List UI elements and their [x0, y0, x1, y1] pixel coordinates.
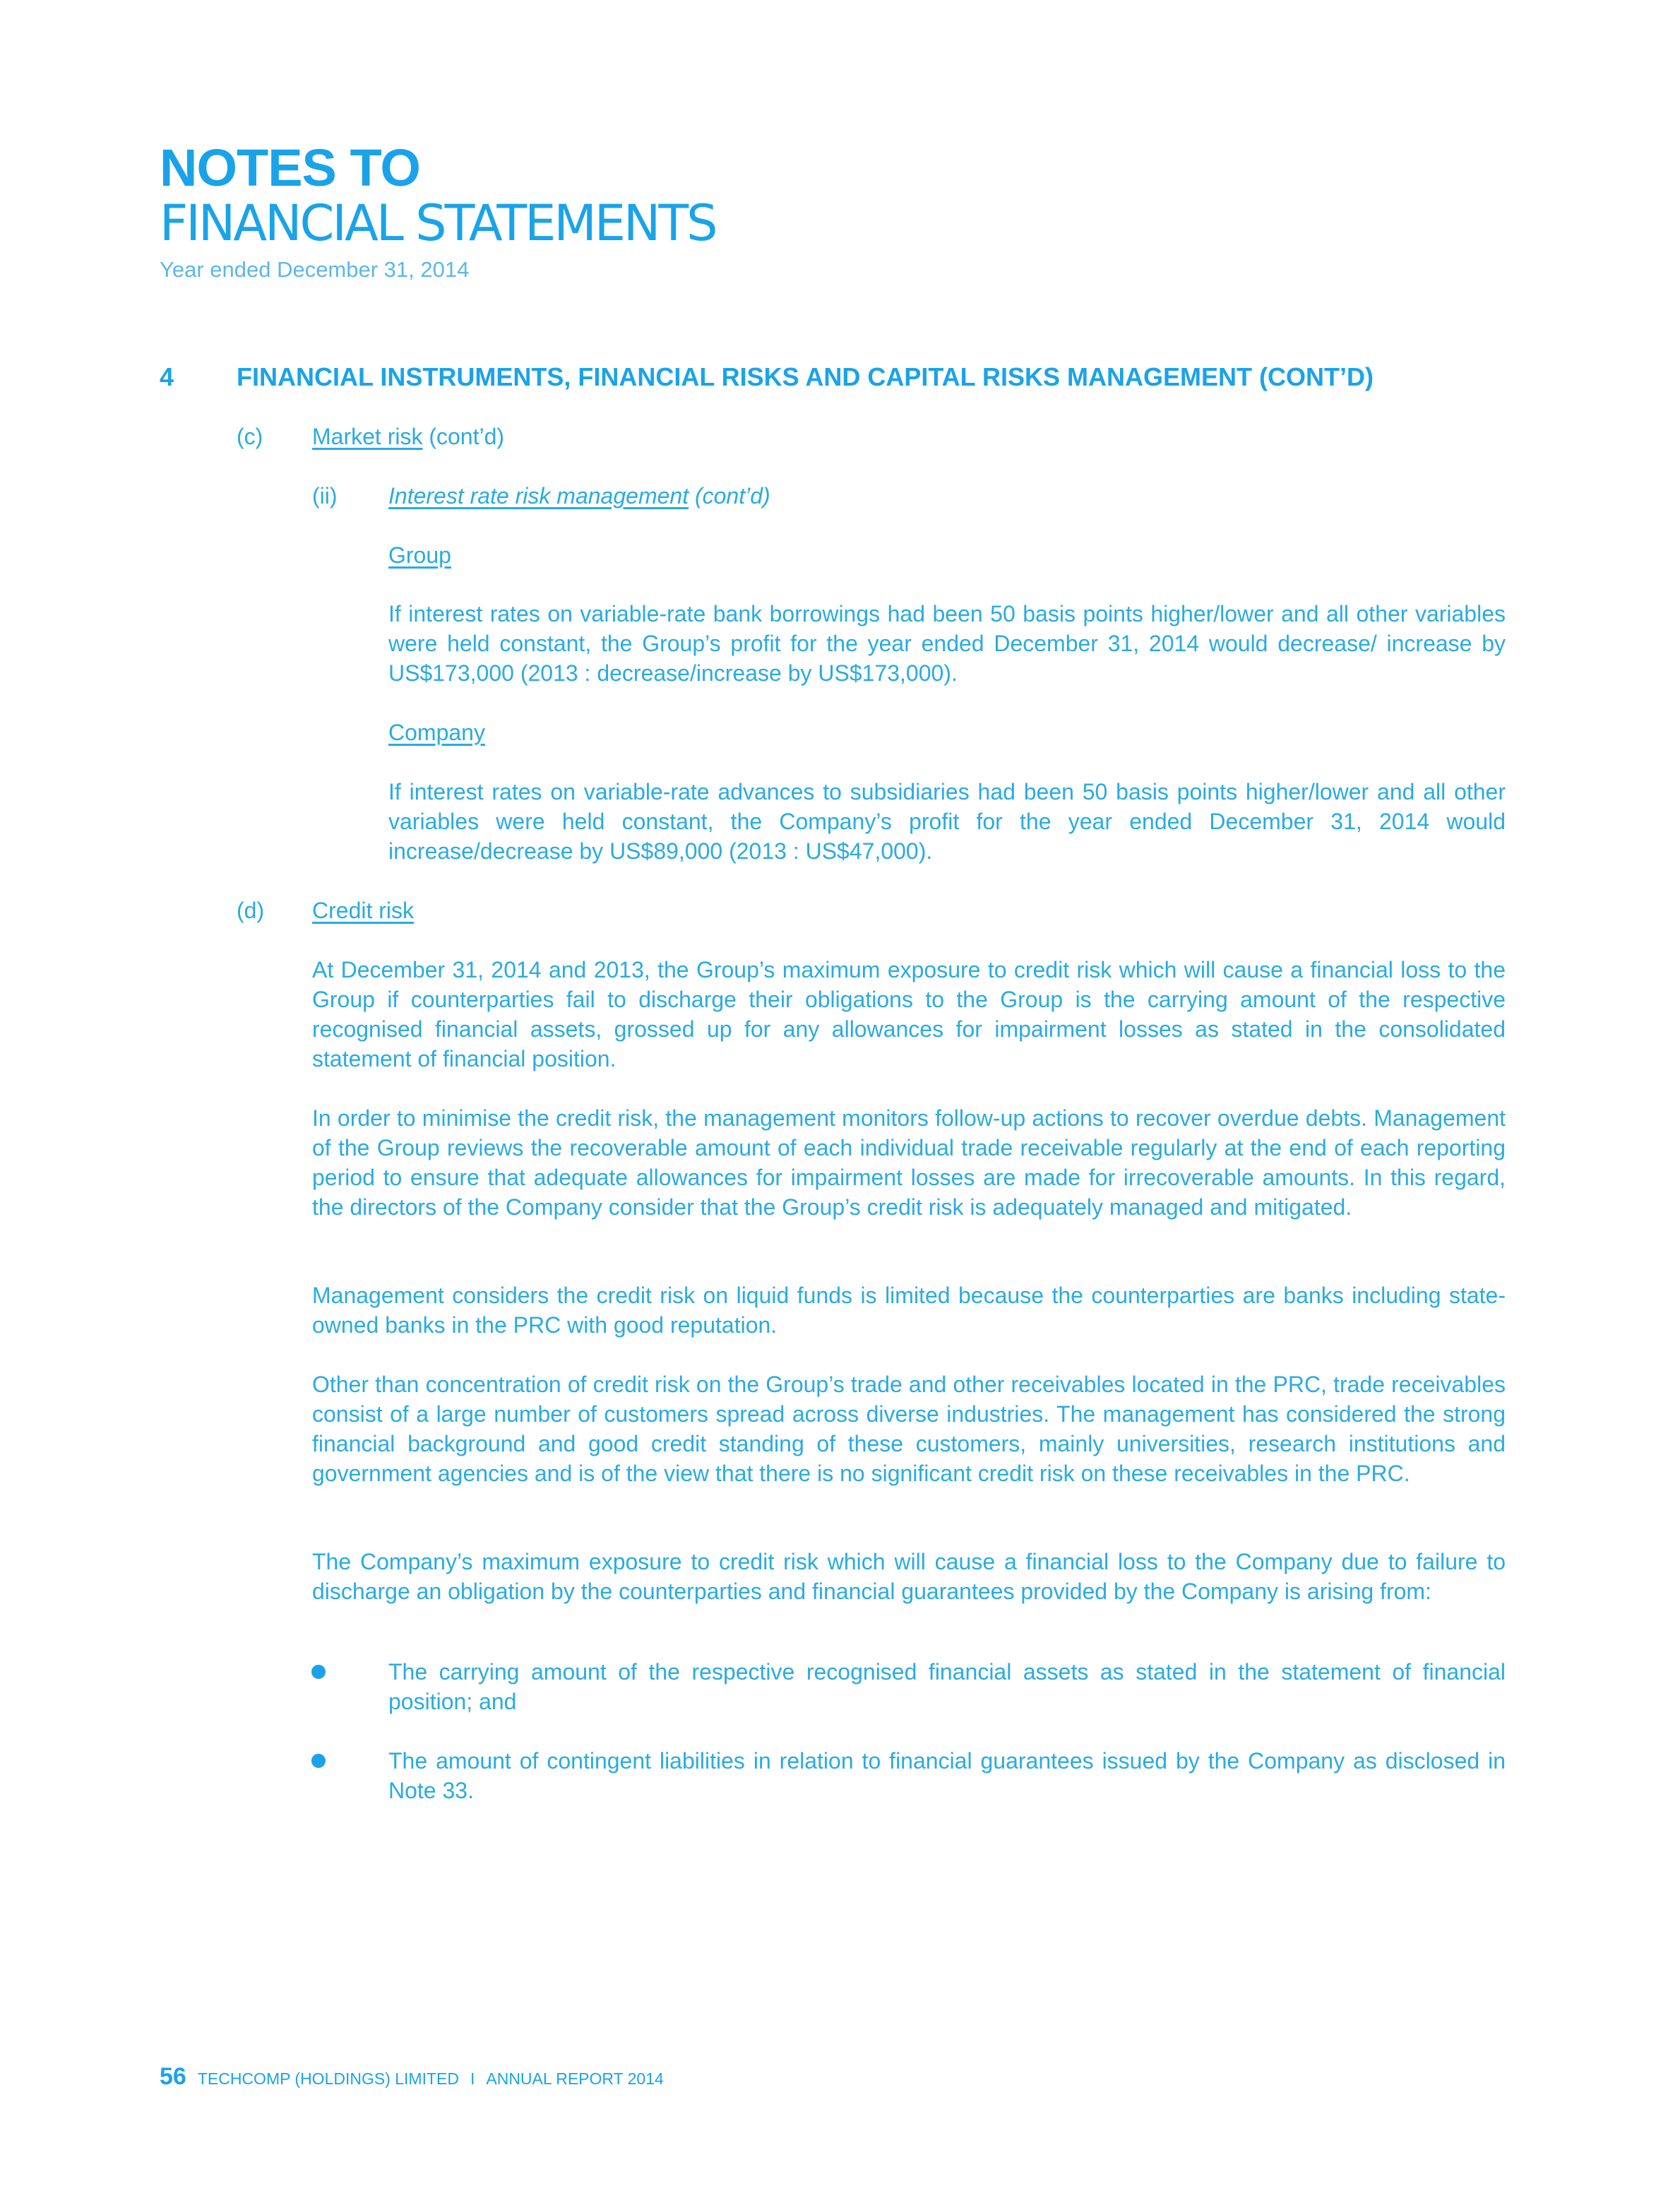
item-ii-heading [388, 481, 770, 511]
bullet-item-2: The amount of contingent liabilities in relation to financial guarantees issued by the Company as disclosed in Note 33. [388, 1748, 1506, 1803]
footer-company: TECHCOMP (HOLDINGS) LIMITED [197, 2069, 459, 2088]
company-paragraph: If interest rates on variable-rate advances to subsidiaries had been 50 basis points higher/lower and all other variables were held constant, the Company’s profit for the year ended December 31, 2014 would increase/decrease by US$89,000 (2013 : US$47,000). [388, 779, 1506, 864]
credit-paragraph-1: At December 31, 2014 and 2013, the Group’s maximum exposure to credit risk which will cause a financial loss to the Group if counterparties fail to discharge their obligations to the Group is the carrying amount of the respective recognised financial assets, grossed up for any allowances for impairment losses as stated in the consolidated statement of financial position. [312, 957, 1506, 1071]
group-paragraph: If interest rates on variable-rate bank borrowings had been 50 basis points higher/lower and all other variables were held constant, the Group’s profit for the year ended December 31, 2014 would decrease/ increase by US$173,000 (2013 : decrease/increase by US$173,000). [388, 601, 1506, 686]
item-ii-label: (ii) [312, 483, 338, 509]
item-c-heading [312, 422, 504, 451]
market-risk-suffix: (cont’d) [422, 424, 505, 449]
credit-paragraph-2: In order to minimise the credit risk, the management monitors follow-up actions to recover overdue debts. Management of the Group reviews the recoverable amount of each individual trade receivable regularly at the end of each reporting period to ensure that adequate allowances for impairment losses are made for irrecoverable amounts. In this regard, the directors of the Company consider that the Group’s credit risk is adequately managed and mitigated. [312, 1105, 1506, 1220]
page-footer [160, 2062, 664, 2093]
bullet-dot-icon [311, 1754, 326, 1768]
bullet-item-1: The carrying amount of the respective recognised financial assets as stated in the statement of financial position; and [388, 1659, 1506, 1714]
credit-risk-heading: Credit risk [312, 898, 415, 923]
credit-paragraph-3: Management considers the credit risk on liquid funds is limited because the counterparties are banks including state-owned banks in the PRC with good reputation. [312, 1283, 1506, 1338]
group-heading: Group [388, 542, 451, 568]
interest-rate-heading: Interest rate risk management [388, 483, 689, 509]
market-risk-heading: Market risk [312, 424, 423, 449]
footer-separator: I [470, 2069, 475, 2088]
page-number: 56 [160, 2063, 186, 2090]
item-d-label: (d) [237, 898, 265, 923]
section-title: FINANCIAL INSTRUMENTS, FINANCIAL RISKS AND CAPITAL RISKS MANAGEMENT (CONT’D) [237, 362, 1374, 391]
credit-paragraph-4: Other than concentration of credit risk on the Group’s trade and other receivables located in the PRC, trade receivables consist of a large number of customers spread across diverse industries. The management has considered the strong financial background and good credit standing of these customers, mainly universities, research institutions and government agencies and is of the view that there is no significant credit risk on these receivables in the PRC. [312, 1372, 1506, 1486]
footer-report: ANNUAL REPORT 2014 [486, 2069, 664, 2088]
page-subtitle: Year ended December 31, 2014 [160, 257, 470, 282]
page-title-line1: NOTES TO [160, 138, 420, 197]
bullet-dot-icon [311, 1665, 326, 1679]
credit-paragraph-5: The Company’s maximum exposure to credit risk which will cause a financial loss to the Company due to failure to discharge an obligation by the counterparties and financial guarantees provided by the Company is arising from: [312, 1549, 1506, 1604]
page-title-line2: FINANCIAL STATEMENTS [160, 194, 716, 252]
company-heading: Company [388, 720, 485, 745]
item-c-label: (c) [237, 424, 263, 449]
section-number: 4 [160, 362, 174, 391]
interest-rate-suffix: (cont’d) [689, 483, 770, 509]
